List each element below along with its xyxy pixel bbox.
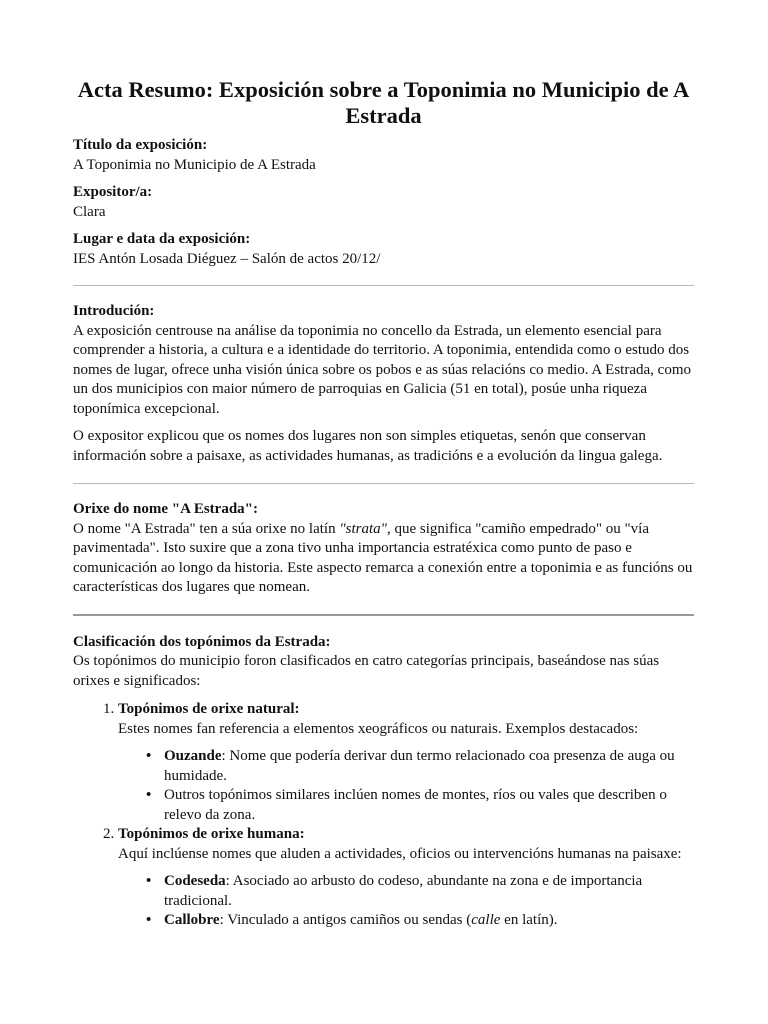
orixe-paragraph — [73, 520, 694, 598]
example-italic: calle — [471, 912, 501, 928]
orixe-text-before: O nome "A Estrada" ten a súa orixe no latín — [73, 520, 340, 537]
introducion-paragraph-1: A exposición centrouse na análise da toponimia no concello da Estrada, un elemento esencial para comprender a historia, a cultura e a identidade do territorio. A toponimia, entendida como o estudo dos nomes de lugar, ofrece unha visión única sobre os pobos e as súas relacións co medio. A Estrada, como un dos municipios con maior número de parroquias en Galicia (51 en total), posúe unha riqueza toponímica excepcional. — [73, 322, 691, 417]
clasificacion-heading: Clasificación dos topónimos da Estrada: — [73, 633, 331, 650]
category-description: Estes nomes fan referencia a elementos xeográficos ou naturais. Exemplos destacados: — [118, 720, 639, 737]
section-divider — [73, 614, 694, 616]
example-item — [164, 911, 694, 931]
orixe-text-after: , que significa "camiño empedrado" ou "vía pavimentada". Isto suxire que a zona tivo unha importancia estratéxica como punto de paso e comunicación ao longo da historia. Este aspecto remarca a conexión entre a toponimia e as funcións ou características dos lugares que nomean. — [73, 520, 693, 595]
field-titulo-value: A Toponimia no Municipio de A Estrada — [73, 156, 316, 173]
category-item — [118, 825, 694, 931]
field-lugar-value: IES Antón Losada Diéguez – Salón de actos 20/12/ — [73, 250, 381, 267]
orixe-latin-term: "strata" — [339, 520, 387, 537]
field-expositor-value: Clara — [73, 203, 106, 220]
field-lugar-label: Lugar e data da exposición: — [73, 231, 251, 247]
examples-list — [118, 747, 694, 825]
category-title: Topónimos de orixe natural: — [118, 701, 300, 717]
example-text-before: : Vinculado a antigos camiños ou sendas ( — [219, 912, 472, 928]
example-term: Codeseda — [164, 873, 226, 889]
example-term: Callobre — [164, 912, 220, 928]
field-expositor-label: Expositor/a: — [73, 184, 153, 200]
field-titulo — [73, 136, 694, 175]
category-description: Aquí inclúense nomes que aluden a actividades, oficios ou intervencións humanas na paisaxe: — [118, 845, 682, 862]
field-lugar — [73, 230, 694, 269]
section-divider — [73, 285, 694, 286]
category-item — [118, 700, 694, 825]
document-title: Acta Resumo: Exposición sobre a Toponimia no Municipio de A Estrada — [77, 77, 690, 128]
field-expositor — [73, 183, 694, 222]
category-title: Topónimos de orixe humana: — [118, 826, 305, 842]
orixe-heading: Orixe do nome "A Estrada": — [73, 501, 258, 517]
example-item — [164, 872, 694, 911]
example-item — [164, 786, 694, 825]
example-term: Ouzande — [164, 748, 222, 764]
section-orixe — [73, 500, 694, 598]
example-text-after: en latín). — [500, 912, 558, 928]
example-text: Outros topónimos similares inclúen nomes de montes, ríos ou vales que describen o relevo da zona. — [164, 787, 667, 823]
categories-list — [73, 700, 694, 931]
clasificacion-intro: Os topónimos do municipio foron clasificados en catro categorías principais, baseándose nas súas orixes e significados: — [73, 653, 660, 689]
section-divider — [73, 483, 694, 484]
field-titulo-label: Título da exposición: — [73, 137, 208, 153]
introducion-paragraph-2: O expositor explicou que os nomes dos lugares non son simples etiquetas, senón que conservan información sobre a paisaxe, as actividades humanas, as tradicións e a evolución da lingua galega. — [73, 428, 663, 464]
example-text: : Nome que podería derivar dun termo relacionado coa presenza de auga ou humidade. — [164, 748, 675, 784]
example-item — [164, 747, 694, 786]
introducion-heading: Introdución: — [73, 303, 155, 319]
section-introducion — [73, 302, 694, 466]
example-text: : Asociado ao arbusto do codeso, abundante na zona e de importancia tradicional. — [164, 873, 643, 909]
examples-list — [118, 872, 694, 931]
section-clasificacion — [73, 633, 694, 931]
